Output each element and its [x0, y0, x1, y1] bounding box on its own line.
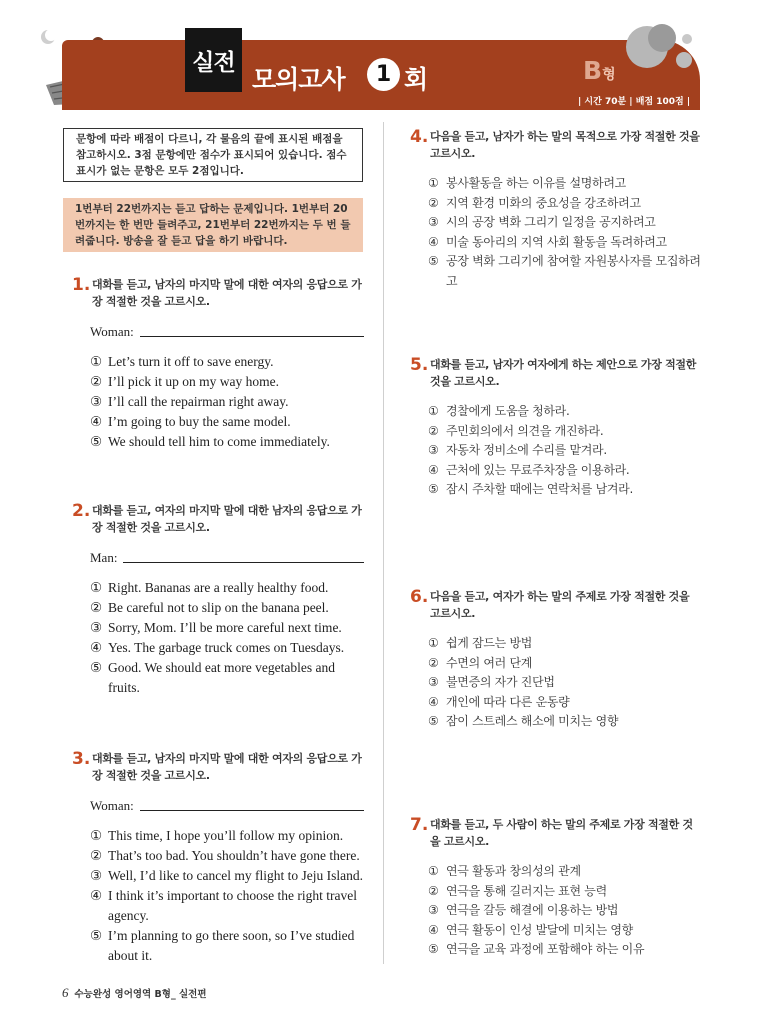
question-2	[72, 502, 364, 698]
question-number: 7.	[410, 815, 429, 835]
answer-options	[90, 578, 364, 698]
page-footer	[62, 985, 207, 1001]
option-text: 불면증의 자가 진단법	[446, 675, 555, 690]
answer-option[interactable]	[428, 233, 702, 253]
question-number: 4.	[410, 127, 429, 147]
option-marker: ①	[428, 636, 439, 650]
option-marker: ②	[428, 423, 439, 438]
decor-bubble	[648, 24, 676, 52]
option-marker: ②	[90, 848, 103, 863]
option-text: 지역 환경 미화의 중요성을 강조하려고	[446, 195, 641, 210]
scoring-notice: 문항에 따라 배점이 다르니, 각 물음의 끝에 표시된 배점을 참고하시오. 3점 문항에만 점수가 표시되어 있습니다. 점수 표시가 없는 문항은 모두 2점입니다.	[63, 128, 363, 182]
option-text: 쉽게 잠드는 방법	[446, 636, 533, 650]
answer-option[interactable]	[428, 654, 702, 674]
answer-option[interactable]	[90, 886, 364, 926]
response-field	[90, 550, 364, 566]
option-marker: ③	[428, 443, 439, 458]
answer-option[interactable]	[428, 213, 702, 233]
question-prompt: 다음을 듣고, 여자가 하는 말의 주제로 가장 적절한 것을 고르시오.	[430, 590, 690, 620]
question-prompt: 대화를 듣고, 남자의 마지막 말에 대한 여자의 응답으로 가장 적절한 것을 고르시오.	[92, 278, 362, 308]
answer-option[interactable]	[90, 618, 364, 638]
question-5	[410, 356, 702, 500]
answer-options	[428, 174, 702, 292]
response-label: Man:	[90, 550, 118, 565]
answer-option[interactable]	[428, 441, 702, 461]
question-prompt: 다음을 듣고, 남자가 하는 말의 목적으로 가장 적절한 것을 고르시오.	[430, 130, 700, 160]
option-marker: ③	[428, 675, 439, 690]
option-text: Let’s turn it off to save energy.	[108, 354, 274, 369]
option-text: I’ll pick it up on my way home.	[108, 374, 279, 389]
exam-type	[583, 56, 616, 85]
option-text: I think it’s important to choose the right travel agency.	[108, 888, 357, 923]
option-text: 시의 공장 벽화 그리기 일정을 공지하려고	[446, 215, 656, 230]
option-text: 개인에 따라 다른 운동량	[446, 694, 570, 709]
option-text: 근처에 있는 무료주차장을 이용하라.	[446, 462, 630, 477]
question-number: 6.	[410, 587, 429, 607]
option-text: Good. We should eat more vegetables and fruits.	[108, 660, 335, 695]
question-number: 3.	[72, 749, 91, 769]
option-marker: ⑤	[90, 928, 103, 943]
option-marker: ④	[90, 888, 103, 903]
answer-options	[428, 402, 702, 500]
answer-blank-line	[123, 562, 364, 563]
answer-option[interactable]	[428, 461, 702, 481]
option-text: Well, I’d like to cancel my flight to Jeju Island.	[108, 868, 363, 883]
option-text: That’s too bad. You shouldn’t have gone there.	[108, 848, 360, 863]
answer-option[interactable]	[90, 412, 364, 432]
question-7	[410, 816, 702, 960]
answer-options	[90, 352, 364, 452]
option-text: 경찰에게 도움을 청하라.	[446, 404, 570, 418]
option-text: 연극 활동과 창의성의 관계	[446, 864, 581, 878]
answer-options	[428, 634, 702, 732]
answer-option[interactable]	[428, 634, 702, 654]
response-field	[90, 324, 364, 340]
question-number: 1.	[72, 275, 91, 295]
answer-option[interactable]	[90, 638, 364, 658]
answer-option[interactable]	[428, 422, 702, 442]
answer-option[interactable]	[90, 658, 364, 698]
answer-option[interactable]	[428, 940, 702, 960]
exam-number-badge: 1	[367, 58, 400, 91]
option-marker: ②	[90, 600, 103, 615]
option-marker: ②	[428, 195, 439, 210]
question-number: 5.	[410, 355, 429, 375]
page-title: 모의고사	[252, 65, 345, 94]
option-marker: ①	[428, 176, 439, 190]
option-text: I’m planning to go there soon, so I’ve studied about it.	[108, 928, 355, 963]
option-text: 잠이 스트레스 해소에 미치는 영향	[446, 714, 619, 729]
decor-bubble	[676, 52, 692, 68]
answer-option[interactable]	[90, 578, 364, 598]
exam-time-info: | 시간 70분 | 배점 100점 |	[578, 97, 691, 107]
option-marker: ⑤	[428, 714, 439, 729]
option-marker: ②	[90, 374, 103, 389]
answer-option[interactable]	[428, 882, 702, 902]
answer-option[interactable]	[90, 352, 364, 372]
answer-option[interactable]	[428, 194, 702, 214]
page-number: 6	[62, 985, 69, 1000]
option-marker: ③	[428, 903, 439, 918]
option-text: 잠시 주차할 때에는 연락처를 남겨라.	[446, 482, 633, 497]
question-3	[72, 750, 364, 966]
answer-options	[90, 826, 364, 966]
option-marker: ④	[428, 694, 439, 709]
answer-blank-line	[140, 810, 364, 811]
option-marker: ③	[90, 394, 103, 409]
option-marker: ①	[90, 828, 103, 843]
option-marker: ④	[428, 922, 439, 937]
answer-option[interactable]	[428, 693, 702, 713]
option-text: 봉사활동을 하는 이유를 설명하려고	[446, 176, 626, 190]
listening-notice: 1번부터 22번까지는 듣고 답하는 문제입니다. 1번부터 20번까지는 한 번만 들려주고, 21번부터 22번까지는 두 번 들려줍니다. 방송을 잘 듣고 답을 하기 바랍니다.	[63, 198, 363, 252]
answer-option[interactable]	[428, 901, 702, 921]
option-text: We should tell him to come immediately.	[108, 434, 330, 449]
option-text: This time, I hope you’ll follow my opinion.	[108, 828, 344, 843]
response-label: Woman:	[90, 798, 134, 813]
option-text: Yes. The garbage truck comes on Tuesdays.	[108, 640, 345, 655]
option-marker: ①	[428, 404, 439, 418]
option-marker: ④	[90, 640, 103, 655]
option-marker: ③	[428, 215, 439, 230]
answer-option[interactable]	[428, 921, 702, 941]
response-field	[90, 798, 364, 814]
answer-option[interactable]	[428, 402, 702, 422]
exam-number-suffix: 회	[404, 65, 429, 94]
option-text: 연극을 통해 길러지는 표현 능력	[446, 883, 607, 898]
option-marker: ④	[90, 414, 103, 429]
question-number: 2.	[72, 501, 91, 521]
answer-option[interactable]	[90, 826, 364, 846]
exam-type-letter: B	[583, 56, 603, 85]
answer-option[interactable]	[90, 372, 364, 392]
option-marker: ⑤	[428, 942, 439, 957]
option-text: 수면의 여러 단계	[446, 655, 533, 670]
option-text: 미술 동아리의 지역 사회 활동을 독려하려고	[446, 234, 667, 249]
option-marker: ②	[428, 655, 439, 670]
question-prompt: 대화를 듣고, 두 사람이 하는 말의 주제로 가장 적절한 것을 고르시오.	[430, 818, 693, 848]
answer-option[interactable]	[90, 926, 364, 966]
option-marker: ④	[428, 462, 439, 477]
response-label: Woman:	[90, 324, 134, 339]
option-text: 연극 활동이 인성 발달에 미치는 영향	[446, 922, 633, 937]
answer-option[interactable]	[428, 712, 702, 732]
option-marker: ③	[90, 868, 103, 883]
option-text: I’m going to buy the same model.	[108, 414, 291, 429]
question-4	[410, 128, 702, 292]
option-marker: ⑤	[90, 434, 103, 449]
exam-type-suffix: 형	[602, 67, 616, 83]
option-marker: ②	[428, 883, 439, 898]
answer-options	[428, 862, 702, 960]
option-text: Sorry, Mom. I’ll be more careful next time.	[108, 620, 342, 635]
option-text: 연극을 교육 과정에 포함해야 하는 이유	[446, 942, 645, 957]
option-text: Right. Bananas are a really healthy food.	[108, 580, 329, 595]
option-marker: ⑤	[90, 660, 103, 675]
option-marker: ⑤	[428, 254, 439, 269]
answer-option[interactable]	[428, 673, 702, 693]
option-text: 공장 벽화 그리기에 참여할 자원봉사자를 모집하려고	[446, 254, 701, 288]
answer-option[interactable]	[428, 862, 702, 882]
option-marker: ①	[90, 580, 103, 595]
answer-blank-line	[140, 336, 364, 337]
answer-option[interactable]	[428, 252, 702, 291]
answer-option[interactable]	[428, 174, 702, 194]
answer-option[interactable]	[428, 480, 702, 500]
option-marker: ⑤	[428, 482, 439, 497]
exam-chip: 실전	[185, 28, 242, 92]
option-marker: ①	[428, 864, 439, 878]
question-prompt: 대화를 듣고, 남자가 여자에게 하는 제안으로 가장 적절한 것을 고르시오.	[430, 358, 697, 388]
option-text: 연극을 갈등 해결에 이용하는 방법	[446, 903, 619, 918]
question-6	[410, 588, 702, 732]
option-text: I’ll call the repairman right away.	[108, 394, 289, 409]
answer-option[interactable]	[90, 866, 364, 886]
option-text: 자동차 정비소에 수리를 맡겨라.	[446, 443, 607, 458]
answer-option[interactable]	[90, 846, 364, 866]
option-text: Be careful not to slip on the banana peel.	[108, 600, 329, 615]
option-marker: ③	[90, 620, 103, 635]
question-prompt: 대화를 듣고, 여자의 마지막 말에 대한 남자의 응답으로 가장 적절한 것을 고르시오.	[92, 504, 362, 534]
decor-bubble	[682, 34, 692, 44]
question-1	[72, 276, 364, 452]
answer-option[interactable]	[90, 392, 364, 412]
column-divider	[383, 122, 384, 964]
option-marker: ①	[90, 354, 103, 369]
question-prompt: 대화를 듣고, 남자의 마지막 말에 대한 여자의 응답으로 가장 적절한 것을 고르시오.	[92, 752, 362, 782]
footer-title: 수능완성 영어영역 B형_ 실전편	[74, 989, 207, 1000]
option-text: 주민회의에서 의견을 개진하라.	[446, 423, 604, 438]
answer-option[interactable]	[90, 598, 364, 618]
answer-option[interactable]	[90, 432, 364, 452]
option-marker: ④	[428, 234, 439, 249]
